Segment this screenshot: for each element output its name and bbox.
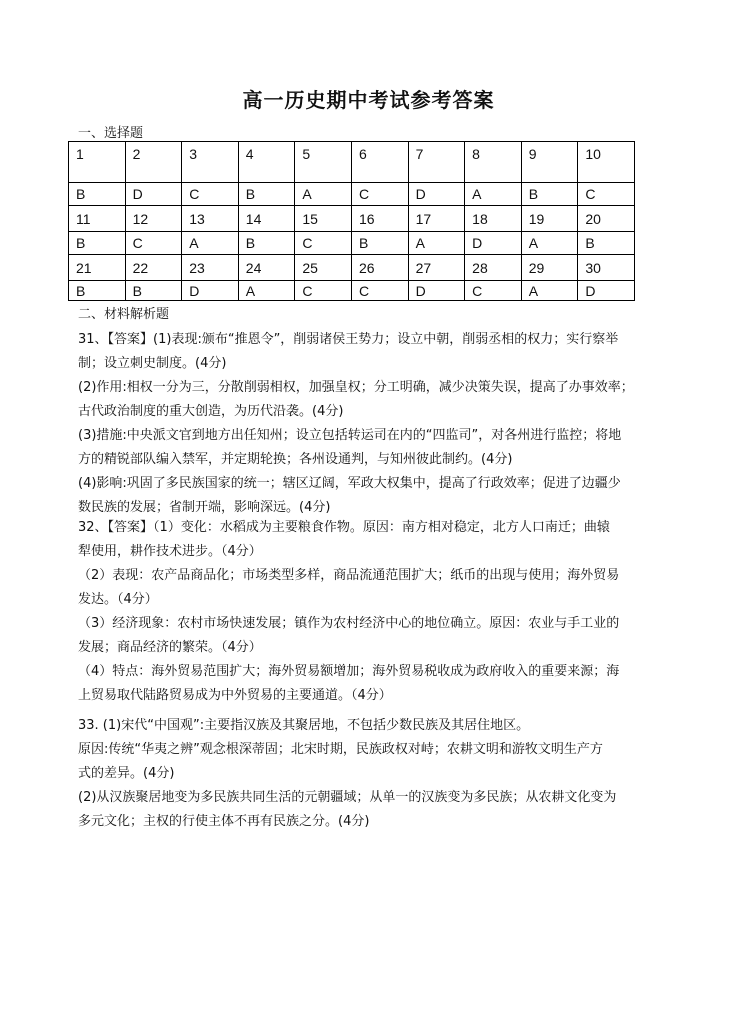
answer-line: 上贸易取代陆路贸易成为中外贸易的主要通道。（4分） — [78, 688, 392, 703]
answer-row — [69, 183, 635, 206]
question-number-cell: 5 — [295, 142, 352, 183]
question-number-cell: 4 — [238, 142, 295, 183]
question-number-cell: 2 — [125, 142, 182, 183]
answer-cell: B — [69, 281, 126, 301]
answer-line: 犁使用，耕作技术进步。（4分） — [78, 544, 262, 559]
question-number-row — [69, 142, 635, 183]
answer-line: 原因:传统“华夷之辨”观念根深蒂固；北宋时期，民族政权对峙；农耕文明和游牧文明生产方 — [78, 742, 603, 757]
question-number-cell: 3 — [182, 142, 239, 183]
answer-cell: A — [182, 232, 239, 255]
answer-line: 方的精锐部队编入禁军，并定期轮换；各州设通判，与知州彼此制约。(4分) — [78, 452, 513, 467]
answer-line: 数民族的发展；省制开端，影响深远。(4分) — [78, 500, 331, 515]
answer-cell: A — [465, 183, 522, 206]
answer-cell: C — [295, 232, 352, 255]
question-number-cell: 26 — [351, 255, 408, 281]
question-number-cell: 28 — [465, 255, 522, 281]
answer-cell: C — [578, 183, 635, 206]
answer-line: （2）表现：农产品商品化；市场类型多样，商品流通范围扩大；纸币的出现与使用；海外贸易 — [78, 568, 620, 583]
answer-cell: B — [521, 183, 578, 206]
question-number-cell: 21 — [69, 255, 126, 281]
question-number-cell: 9 — [521, 142, 578, 183]
question-number-cell: 27 — [408, 255, 465, 281]
question-number-cell: 8 — [465, 142, 522, 183]
answer-line: 31、【答案】(1)表现:颁布“推恩令”，削弱诸侯王势力；设立中朝，削弱丞相的权力；实行察举 — [78, 332, 619, 347]
question-number-cell: 22 — [125, 255, 182, 281]
answer-cell: C — [125, 232, 182, 255]
question-number-cell: 17 — [408, 206, 465, 232]
answer-cell: B — [69, 183, 126, 206]
answer-row — [69, 281, 635, 301]
question-number-cell: 19 — [521, 206, 578, 232]
answer-row — [69, 232, 635, 255]
answer-cell: C — [295, 281, 352, 301]
question-number-cell: 6 — [351, 142, 408, 183]
answer-line: (2)作用:相权一分为三，分散削弱相权，加强皇权；分工明确，减少决策失误，提高了办事效率； — [78, 380, 634, 395]
answer-cell: C — [182, 183, 239, 206]
answer-cell: B — [578, 232, 635, 255]
answer-32 — [78, 516, 678, 708]
answer-cell: D — [182, 281, 239, 301]
question-number-cell: 23 — [182, 255, 239, 281]
answer-line: （4）特点：海外贸易范围扩大；海外贸易额增加；海外贸易税收成为政府收入的重要来源；海 — [78, 664, 620, 679]
answer-cell: A — [408, 232, 465, 255]
question-number-row — [69, 206, 635, 232]
answer-33 — [78, 714, 678, 834]
question-number-cell: 14 — [238, 206, 295, 232]
answer-line: 发展；商品经济的繁荣。（4分） — [78, 640, 262, 655]
answer-line: 式的差异。(4分) — [78, 766, 175, 781]
question-number-cell: 11 — [69, 206, 126, 232]
question-number-cell: 29 — [521, 255, 578, 281]
answer-cell: B — [125, 281, 182, 301]
section-heading-choice: 一、选择题 — [78, 126, 144, 141]
answer-cell: B — [351, 232, 408, 255]
answer-cell: D — [408, 281, 465, 301]
answer-line: (2)从汉族聚居地变为多民族共同生活的元朝疆域；从单一的汉族变为多民族；从农耕文化变为 — [78, 790, 617, 805]
answer-cell: C — [351, 281, 408, 301]
question-number-cell: 15 — [295, 206, 352, 232]
section-heading-analysis: 二、材料解析题 — [78, 307, 170, 322]
choice-answer-table — [68, 141, 635, 301]
answer-cell: C — [465, 281, 522, 301]
answer-line: （3）经济现象：农村市场快速发展；镇作为农村经济中心的地位确立。原因：农业与手工业的 — [78, 616, 620, 631]
answer-line: 多元文化；主权的行使主体不再有民族之分。(4分) — [78, 814, 370, 829]
answer-line: 33. (1)宋代“中国观”:主要指汉族及其聚居地，不包括少数民族及其居住地区。 — [78, 718, 530, 733]
answer-cell: D — [465, 232, 522, 255]
answer-cell: D — [578, 281, 635, 301]
answer-cell: B — [238, 183, 295, 206]
question-number-cell: 18 — [465, 206, 522, 232]
question-number-cell: 7 — [408, 142, 465, 183]
question-number-cell: 13 — [182, 206, 239, 232]
question-number-cell: 12 — [125, 206, 182, 232]
answer-cell: C — [351, 183, 408, 206]
page-title: 高一历史期中考试参考答案 — [242, 88, 495, 112]
answer-cell: A — [521, 232, 578, 255]
answer-cell: A — [238, 281, 295, 301]
answer-cell: D — [408, 183, 465, 206]
answer-line: (4)影响:巩固了多民族国家的统一；辖区辽阔，军政大权集中，提高了行政效率；促进了边疆少 — [78, 476, 621, 491]
question-number-cell: 16 — [351, 206, 408, 232]
answer-line: (3)措施:中央派文官到地方出任知州；设立包括转运司在内的“四监司”，对各州进行监控；将地 — [78, 428, 622, 443]
question-number-cell: 1 — [69, 142, 126, 183]
answer-line: 32、【答案】（1）变化：水稻成为主要粮食作物。原因：南方相对稳定，北方人口南迁；曲辕 — [78, 520, 610, 535]
question-number-cell: 10 — [578, 142, 635, 183]
question-number-cell: 24 — [238, 255, 295, 281]
question-number-cell: 20 — [578, 206, 635, 232]
answer-cell: A — [521, 281, 578, 301]
answer-cell: B — [69, 232, 126, 255]
answer-cell: B — [238, 232, 295, 255]
answer-cell: A — [295, 183, 352, 206]
answer-line: 发达。（4分） — [78, 592, 158, 607]
answer-31 — [78, 328, 678, 520]
question-number-cell: 25 — [295, 255, 352, 281]
answer-cell: D — [125, 183, 182, 206]
answer-line: 古代政治制度的重大创造，为历代沿袭。(4分) — [78, 404, 344, 419]
question-number-row — [69, 255, 635, 281]
question-number-cell: 30 — [578, 255, 635, 281]
answer-line: 制；设立刺史制度。(4分) — [78, 356, 227, 371]
